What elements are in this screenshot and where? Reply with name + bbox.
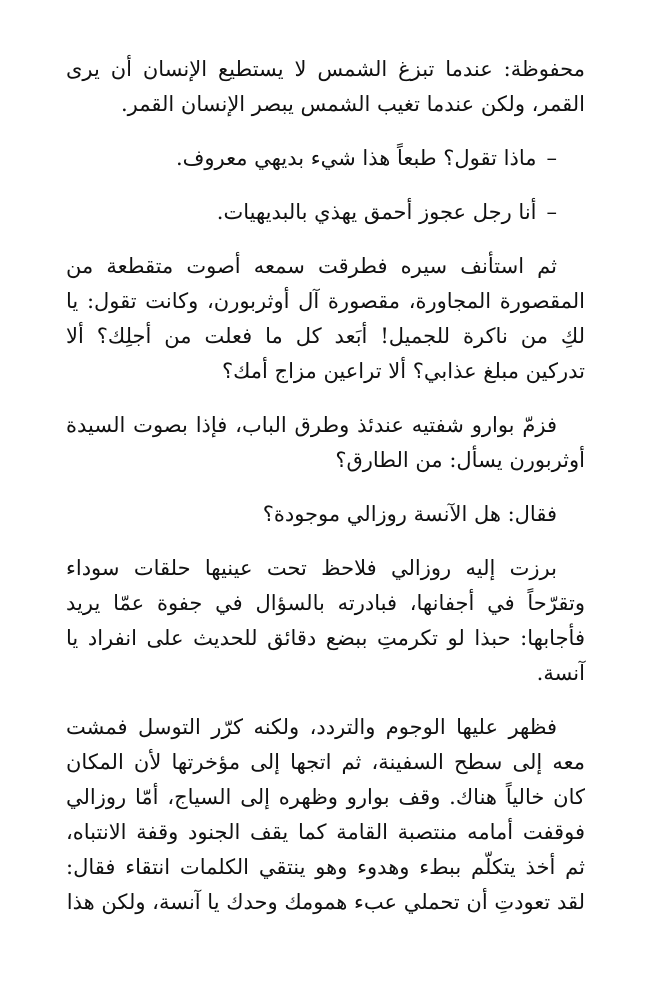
dialog-dash: – (546, 146, 557, 170)
paragraph-7: برزت إليه روزالي فلاحظ تحت عينيها حلقات سوداء وتقرّحاً في أجفانها، فبادرته بالسؤال في جفوة عمّا يريد فأجابها: حبذا لو تكرمتِ ببضع دقائق للحديث على انفراد يا آنسة. (66, 556, 585, 685)
dialog-line-1 (66, 141, 585, 176)
paragraph-5: فزمّ بوارو شفتيه عندئذ وطرق الباب، فإذا بصوت السيدة أوثربورن يسأل: من الطارق؟ (66, 413, 585, 472)
dialog-text: ماذا تقول؟ طبعاً هذا شيء بديهي معروف. (175, 146, 537, 170)
paragraph-4: ثم استأنف سيره فطرقت سمعه أصوت متقطعة من المقصورة المجاورة، مقصورة آل أوثربورن، وكانت تقول: يا لكِ من ناكرة للجميل! أبَعد كل ما فعلت من أجلِك؟ ألا تدركين مبلغ عذابي؟ ألا تراعين مزاج أمك؟ (66, 254, 585, 383)
paragraph-6: فقال: هل الآنسة روزالي موجودة؟ (262, 502, 557, 526)
dialog-dash: – (546, 200, 557, 224)
paragraph-1: محفوظة: عندما تبزغ الشمس لا يستطيع الإنسان أن يرى القمر، ولكن عندما تغيب الشمس يبصر الإنسان القمر. (66, 57, 585, 116)
dialog-line-2 (66, 195, 585, 230)
paragraph-8: فظهر عليها الوجوم والتردد، ولكنه كرّر التوسل فمشت معه إلى سطح السفينة، ثم اتجها إلى مؤخرتها لأن المكان كان خالياً هناك. وقف بوارو وظهره إلى السياج، أمّا روزالي فوقفت أمامه منتصبة القامة كما يقف الجنود وقفة الانتباه، ثم أخذ يتكلّم ببطء وهدوء وهو ينتقي الكلمات انتقاء فقال: لقد تعودتِ أن تحملي عبء همومك وحدك يا آنسة، ولكن هذا (66, 715, 585, 914)
book-page (66, 52, 585, 939)
dialog-text: أنا رجل عجوز أحمق يهذي بالبديهيات. (216, 200, 537, 224)
